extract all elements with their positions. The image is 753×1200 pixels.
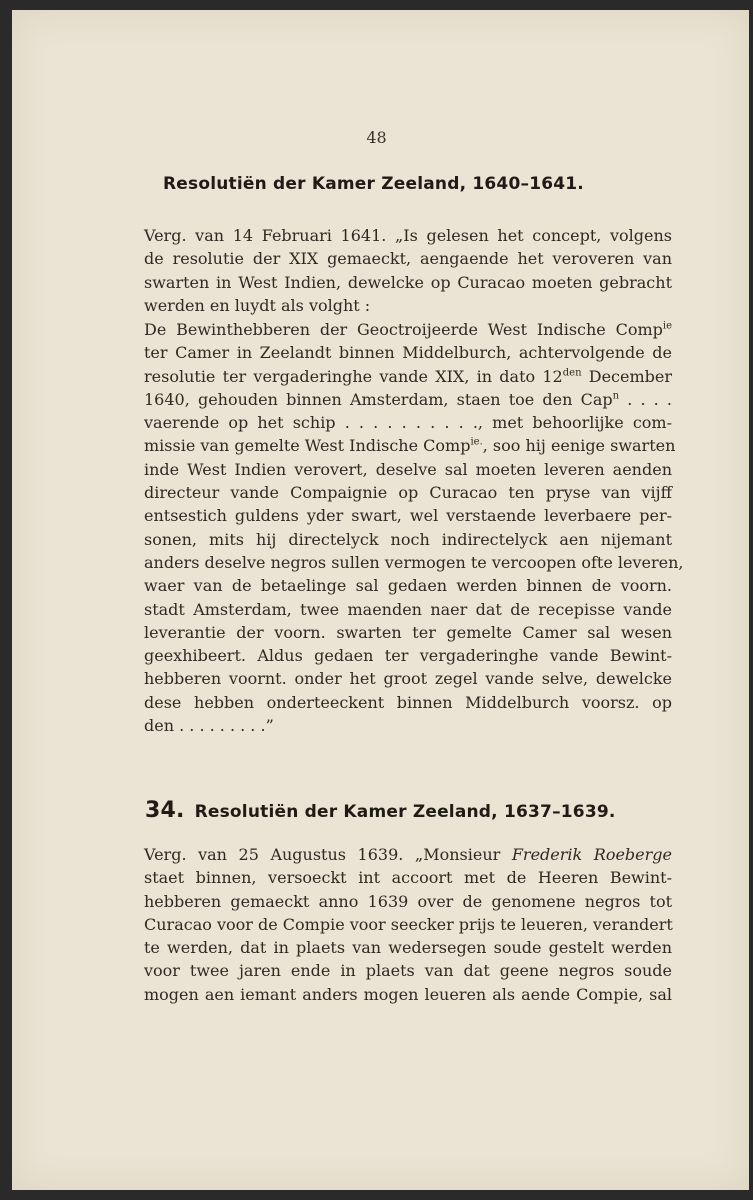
paragraph-3 xyxy=(144,843,672,1006)
text-line: werden en luydt als volght : xyxy=(144,295,371,315)
text-line: entsestich guldens yder swart, wel verstaende leverbaere per- xyxy=(144,506,672,526)
text-line: dese hebben onderteeckent binnen Middelburch voorsz. op xyxy=(144,692,672,712)
text-line: missie van gemelte West Indische Comp$^{ie.}$, soo hij eenige swarten xyxy=(144,436,676,456)
text-line: hebberen gemaeckt anno 1639 over de genomene negros tot xyxy=(144,891,672,911)
text-line: geexhibeert. Aldus gedaen ter vergaderinghe vande Bewint- xyxy=(144,646,672,666)
section-title: Resolutiën der Kamer Zeeland, 1637–1639. xyxy=(194,802,616,822)
text-line: 1640, gehouden binnen Amsterdam, staen toe den Cap$^n$ . . . . xyxy=(144,389,672,409)
text-line: stadt Amsterdam, twee maenden naer dat de recepisse vande xyxy=(144,599,672,619)
text-line: den . . . . . . . . .” xyxy=(144,716,274,736)
text-line: resolutie ter vergaderinghe vande XIX, in dato $12^{den}$ December xyxy=(144,366,673,386)
text-line: Verg. van 25 Augustus 1639. „Monsieur Frederik Roeberge xyxy=(144,845,672,864)
text-line: inde West Indien verovert, deselve sal moeten leveren aenden xyxy=(144,459,672,479)
text-line: ter Camer in Zeelandt binnen Middelburch, achtervolgende de xyxy=(144,343,672,363)
paragraph-1 xyxy=(144,224,672,317)
text-line: directeur vande Compaignie op Curacao ten pryse van vijff xyxy=(144,483,672,503)
text-line: Curacao voor de Compie voor seecker prijs te leueren, verandert xyxy=(144,914,673,934)
text-line: vaerende op het schip . . . . . . . . . ., met behoorlijke com- xyxy=(144,413,672,433)
text-line: de resolutie der XIX gemaeckt, aengaende het veroveren van xyxy=(144,249,672,269)
page-number: 48 xyxy=(366,128,387,147)
text-line: mogen aen iemant anders mogen leueren als aende Compie, sal xyxy=(144,984,672,1004)
text-line: leverantie der voorn. swarten ter gemelte Camer sal wesen xyxy=(144,622,672,642)
paragraph-2 xyxy=(144,318,684,737)
text-line: Verg. van 14 Februari 1641. „Is gelesen het concept, volgens xyxy=(144,226,672,245)
section-heading-34 xyxy=(145,798,616,823)
text-line: te werden, dat in plaets van wedersegen soude gestelt werden xyxy=(144,938,672,958)
text-line: waer van de betaelinge sal gedaen werden binnen de voorn. xyxy=(144,576,672,596)
text-line: hebberen voornt. onder het groot zegel vande selve, dewelcke xyxy=(144,669,672,689)
text-line: sonen, mits hij directelyck noch indirectelyck aen nijemant xyxy=(144,529,672,549)
text-line: De Bewinthebberen der Geoctroijeerde West Indische Comp$^{ie}$ xyxy=(144,320,672,339)
section-heading-1640-1641: Resolutiën der Kamer Zeeland, 1640–1641. xyxy=(163,174,584,194)
text-line: staet binnen, versoeckt int accoort met de Heeren Bewint- xyxy=(144,868,672,888)
section-number: 34. xyxy=(145,798,185,823)
text-line: swarten in West Indien, dewelcke op Curacao moeten gebracht xyxy=(144,272,672,292)
text-line: voor twee jaren ende in plaets van dat geene negros soude xyxy=(144,961,672,981)
text-line: anders deselve negros sullen vermogen te vercoopen ofte leveren, xyxy=(144,552,684,572)
